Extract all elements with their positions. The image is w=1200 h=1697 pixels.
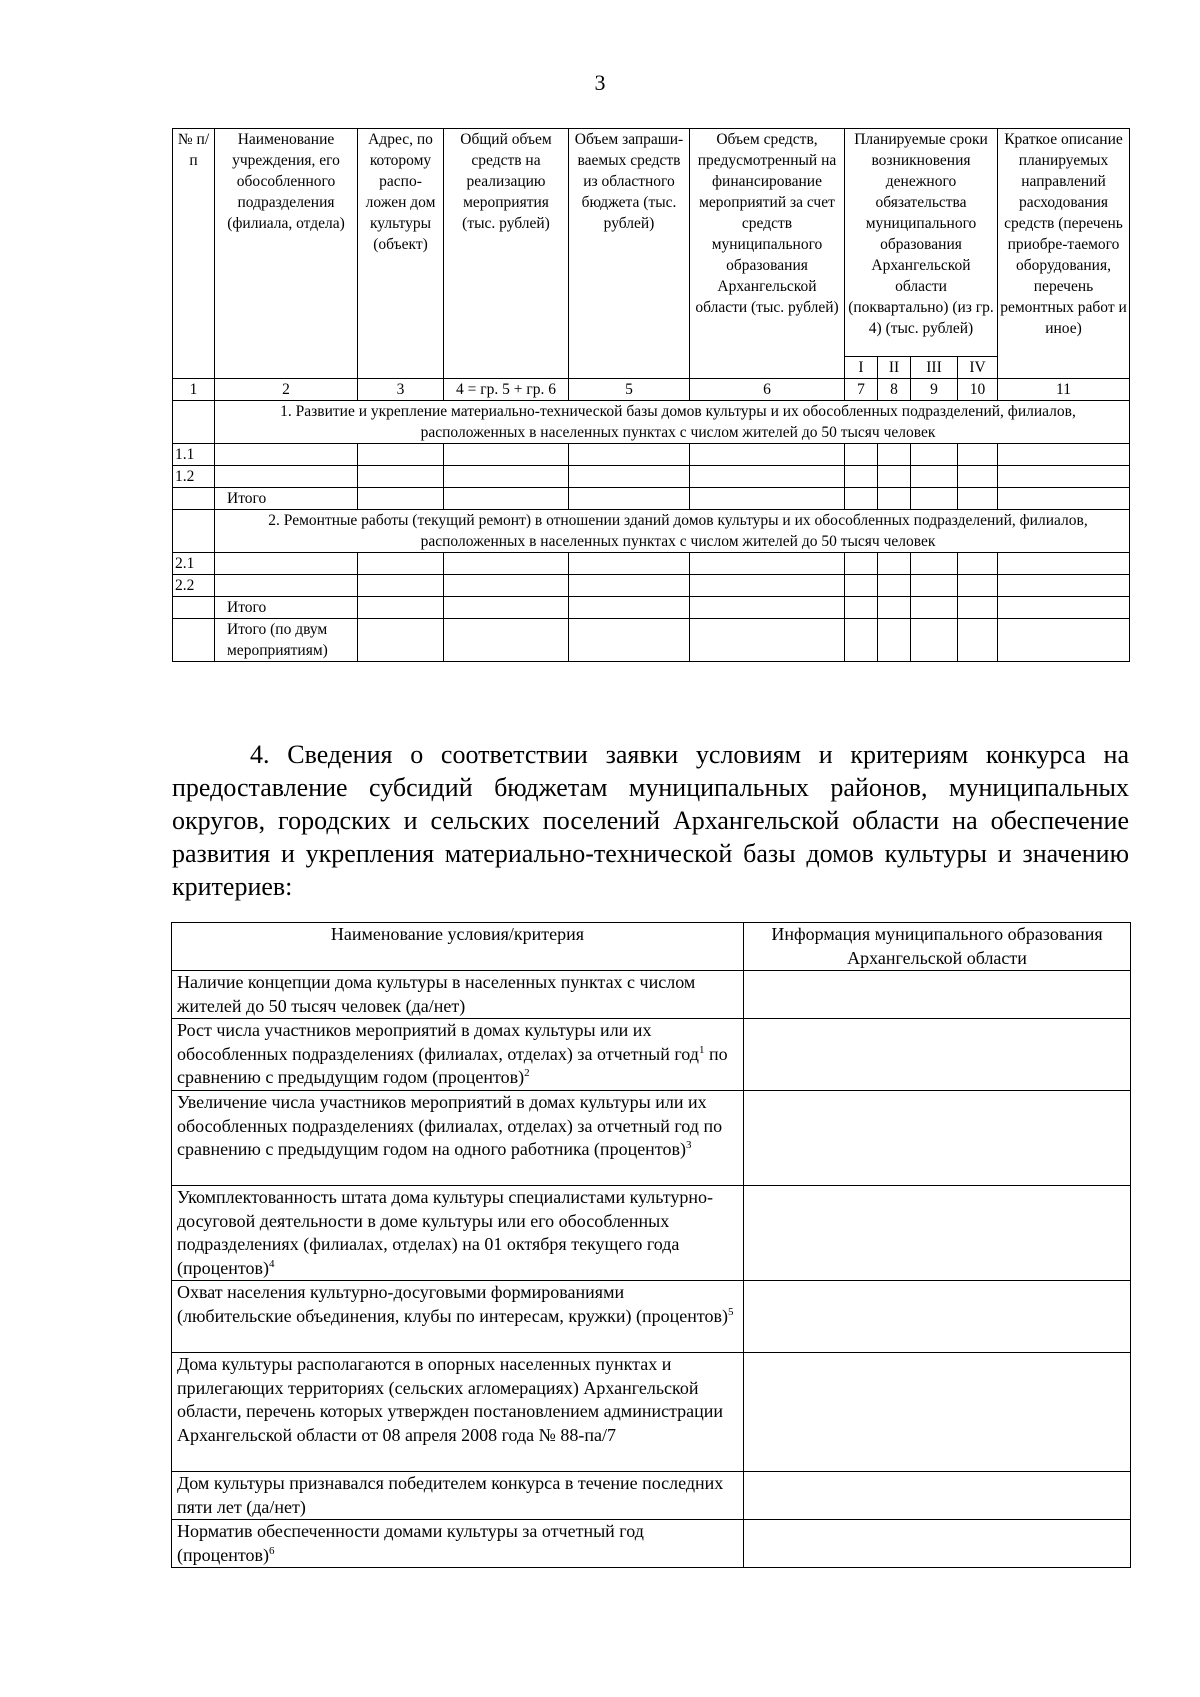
header-description: Краткое описание планируемых направлений расходования средств (перечень приобре-таемого оборудования, перечень ремонтных работ и иное)	[998, 129, 1130, 379]
criteria-text: Укомплектованность штата дома культуры специалистами культурно-досуговой деятельности в доме культуры или его обособленных подразделениях (филиалах, отделах) на 01 октября текущего года (процентов)	[177, 1187, 714, 1278]
criteria-row	[172, 1186, 1131, 1281]
header-municipal: Объем средств, предусмотренный на финансирование мероприятий за счет средств муниципального образования Архангельской области (тыс. рублей)	[690, 129, 845, 379]
criteria-text: Рост числа участников мероприятий в домах культуры или их обособленных подразделениях (филиалах, отделах) за отчетный год	[177, 1020, 699, 1064]
col-number: 6	[690, 379, 845, 401]
header-planned: Планируемые сроки возникновения денежного обязательства муниципального образования Архангельской области (поквартально) (из гр. 4) (тыс. рублей)	[845, 129, 998, 357]
col-number: 9	[911, 379, 958, 401]
footnote-ref: 3	[685, 1139, 692, 1151]
total-label: Итого	[215, 488, 358, 510]
criteria-value	[744, 1091, 1131, 1186]
criteria-text: Дом культуры признавался победителем конкурса в течение последних пяти лет (да/нет)	[177, 1473, 724, 1517]
grand-total-row	[173, 619, 1130, 662]
criteria-row	[172, 1472, 1131, 1520]
col-number: 4 = гр. 5 + гр. 6	[444, 379, 569, 401]
col-number: 5	[569, 379, 690, 401]
criteria-row	[172, 1019, 1131, 1091]
criteria-text: Увеличение числа участников мероприятий в домах культуры или их обособленных подразделениях (филиалах, отделах) за отчетный год по сравнению с предыдущим годом на одного работника (процентов)	[177, 1092, 723, 1159]
col-number: 1	[173, 379, 215, 401]
col-number: 7	[845, 379, 878, 401]
col-number: 10	[958, 379, 998, 401]
criteria-text: Охват населения культурно-досуговыми формированиями (любительские объединения, клубы по интересам, кружки) (процентов)	[177, 1282, 728, 1326]
header-info: Информация муниципального образования Архангельской области	[744, 923, 1131, 971]
criteria-value	[744, 1520, 1131, 1568]
criteria-text: по сравнению с предыдущим годом (процентов)	[177, 1043, 728, 1087]
footnote-ref: 4	[269, 1257, 275, 1270]
criteria-value	[744, 971, 1131, 1019]
section-1-title: 1. Развитие и укрепление материально-технической базы домов культуры и их обособленных подразделений, филиалов, расположенных в населенных пунктах с числом жителей до 50 тысяч человек	[215, 401, 1130, 444]
criteria-text: Норматив обеспеченности домами культуры за отчетный год (процентов)	[177, 1521, 644, 1565]
footnote-ref: 1	[698, 1043, 705, 1056]
criteria-value	[744, 1353, 1131, 1472]
row-number: 1.2	[173, 466, 215, 488]
table-row	[173, 575, 1130, 597]
criteria-text: Наличие концепции дома культуры в населенных пунктах с числом жителей до 50 тысяч человек (да/нет)	[177, 972, 696, 1016]
section-1-title-row	[173, 401, 1130, 444]
header-q2: II	[878, 357, 911, 379]
criteria-text: Дома культуры располагаются в опорных населенных пунктах и прилегающих территориях (сельских агломерациях) Архангельской области, перечень которых утвержден постановлением администрации Архангельской области от 08 апреля 2008 года № 88-па/7	[177, 1354, 724, 1445]
total-label: Итого	[215, 597, 358, 619]
section-2-title: 2. Ремонтные работы (текущий ремонт) в отношении зданий домов культуры и их обособленных подразделений, филиалов, расположенных в населенных пунктах с числом жителей до 50 тысяч человек	[215, 510, 1130, 553]
criteria-value	[744, 1019, 1131, 1091]
col-number: 3	[358, 379, 444, 401]
criteria-row	[172, 1520, 1131, 1568]
row-number: 1.1	[173, 444, 215, 466]
table-row	[173, 444, 1130, 466]
header-total: Общий объем средств на реализацию мероприятия (тыс. рублей)	[444, 129, 569, 379]
col-number: 2	[215, 379, 358, 401]
footnote-ref: 5	[727, 1305, 734, 1318]
header-name: Наименование учреждения, его обособленного подразделения (филиала, отдела)	[215, 129, 358, 379]
footnote-ref: 6	[269, 1544, 275, 1557]
header-q3: III	[911, 357, 958, 379]
section-2-title-row	[173, 510, 1130, 553]
header-requested: Объем запраши-ваемых средств из областного бюджета (тыс. рублей)	[569, 129, 690, 379]
col-number: 11	[998, 379, 1130, 401]
section-4-heading: 4. Сведения о соответствии заявки условиям и критериям конкурса на предоставление субсидий бюджетам муниципальных районов, муниципальных округов, городских и сельских поселений Архангельской области на обеспечение развития и укрепления материально-технической базы домов культуры и значению критериев:	[172, 740, 1129, 901]
header-num: № п/п	[173, 129, 215, 379]
criteria-table	[171, 922, 1131, 1568]
section-1-total-row	[173, 488, 1130, 510]
table-row	[173, 466, 1130, 488]
criteria-value	[744, 1186, 1131, 1281]
table-row	[173, 553, 1130, 575]
funding-table	[172, 128, 1130, 662]
col-number: 8	[878, 379, 911, 401]
criteria-row	[172, 971, 1131, 1019]
header-q1: I	[845, 357, 878, 379]
footnote-ref: 2	[524, 1067, 530, 1079]
criteria-header-row	[172, 923, 1131, 971]
section-2-total-row	[173, 597, 1130, 619]
header-q4: IV	[958, 357, 998, 379]
criteria-row	[172, 1091, 1131, 1186]
column-numbers-row	[173, 379, 1130, 401]
criteria-value	[744, 1472, 1131, 1520]
header-condition: Наименование условия/критерия	[172, 923, 744, 971]
grand-total-label: Итого (по двум мероприятиям)	[215, 619, 358, 662]
criteria-value	[744, 1281, 1131, 1353]
header-row	[173, 129, 1130, 357]
page-number: 3	[594, 70, 606, 95]
row-number: 2.2	[173, 575, 215, 597]
row-number: 2.1	[173, 553, 215, 575]
criteria-row	[172, 1353, 1131, 1472]
header-address: Адрес, по которому распо-ложен дом культуры (объект)	[358, 129, 444, 379]
criteria-row	[172, 1281, 1131, 1353]
